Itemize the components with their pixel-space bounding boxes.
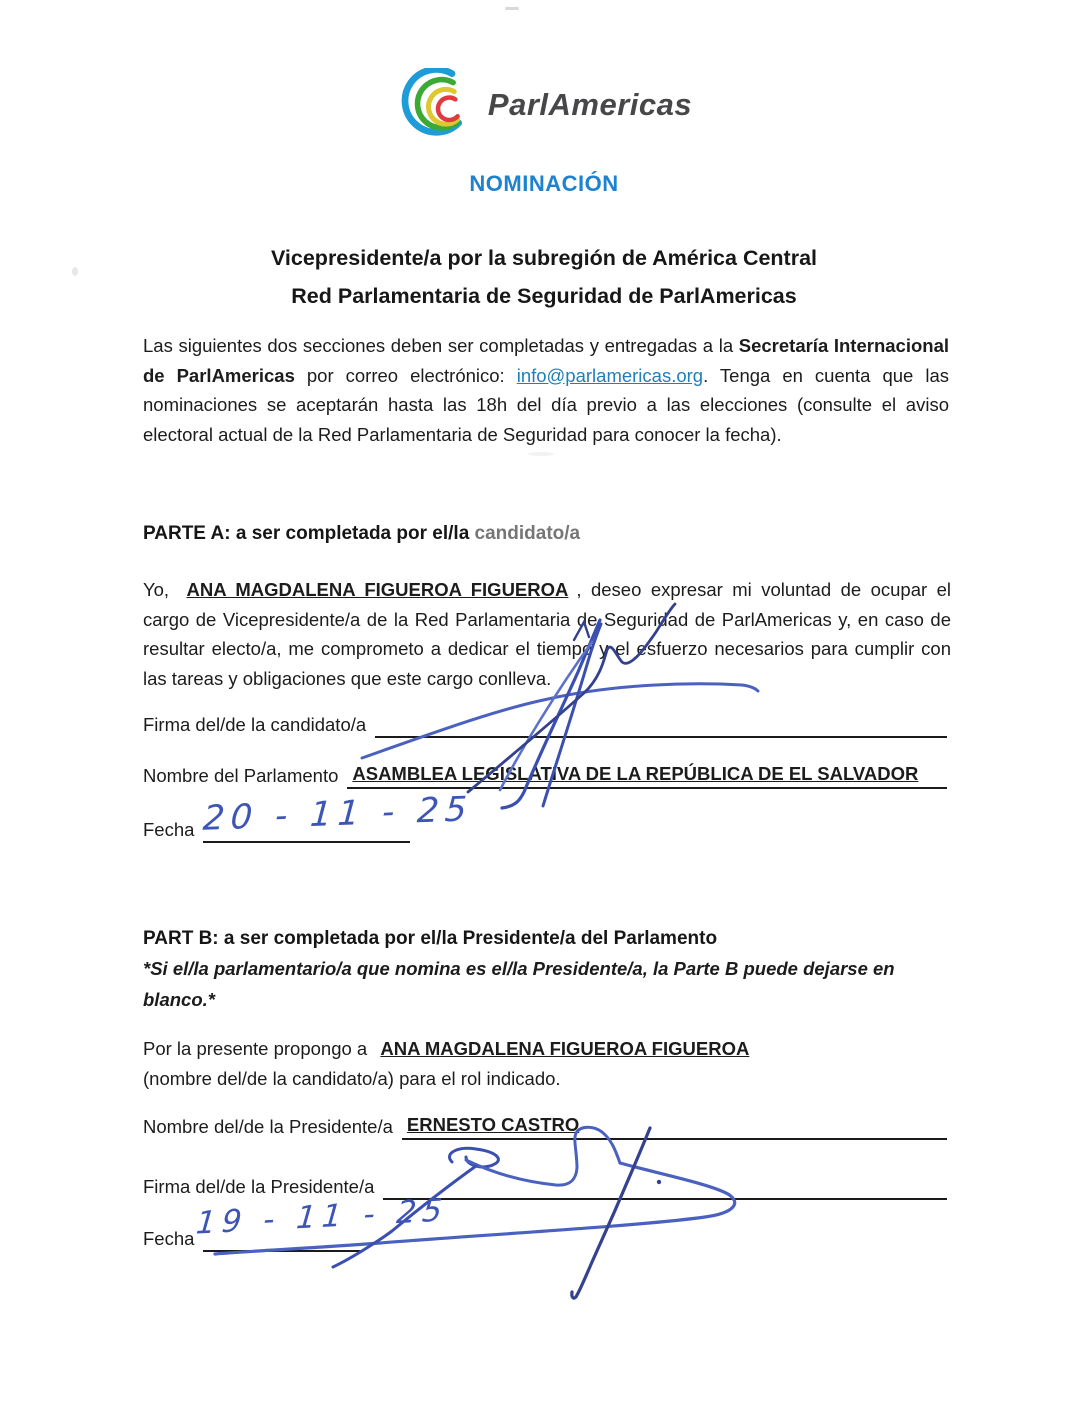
president-signature-label: Firma del/de la Presidente/a	[143, 1176, 375, 1197]
nominee-name: ANA MAGDALENA FIGUEROA FIGUEROA	[380, 1038, 750, 1059]
part-a-heading	[143, 523, 580, 545]
president-name-value: ERNESTO CASTRO	[406, 1114, 580, 1135]
part-b-date-handwritten: 19 - 11 - 25	[194, 1192, 450, 1242]
email-link[interactable]: info@parlamericas.org	[516, 364, 704, 386]
candidate-name: ANA MAGDALENA FIGUEROA FIGUEROA	[186, 579, 569, 600]
propose-line	[143, 1038, 757, 1060]
intro-text-2: por correo electrónico:	[294, 364, 517, 386]
title-line-1: Vicepresidente/a por la subregión de América Central	[270, 246, 818, 270]
president-name-label: Nombre del/de la Presidente/a	[143, 1116, 393, 1137]
nomination-heading: NOMINACIÓN	[469, 171, 619, 196]
intro-text-1: Las siguientes dos secciones deben ser completadas y entregadas a la	[143, 335, 739, 356]
candidate-statement	[143, 575, 951, 693]
president-name-line	[402, 1110, 947, 1140]
part-a-heading-main: PARTE A: a ser completada por el/la	[143, 523, 475, 544]
document-title	[0, 239, 1088, 315]
part-a-heading-candidate: candidato/a	[474, 523, 581, 544]
scan-artifact	[505, 7, 519, 10]
intro-text-3: . Tenga en cuenta que las nominaciones se aceptarán hasta las 18h del día previo a las elecciones (consulte el aviso electoral actual de la Red Parlamentaria de Seguridad para conocer la fecha).	[143, 364, 949, 445]
part-b-heading: PART B: a ser completada por el/la Presidente/a del Parlamento	[143, 928, 718, 949]
parlamericas-logo	[396, 68, 692, 142]
scan-artifact	[528, 452, 554, 456]
part-a-date-handwritten: 20 - 11 - 25	[201, 789, 474, 839]
part-b-date-label: Fecha	[143, 1228, 195, 1249]
intro-paragraph	[143, 331, 949, 449]
intro-secretariat-bold: Secretaría Internacional de ParlAmericas	[143, 335, 950, 386]
propose-prefix: Por la presente propongo a	[143, 1038, 373, 1059]
parliament-line	[347, 759, 947, 789]
parlamericas-logo-icon	[396, 68, 488, 142]
president-name-row	[143, 1110, 947, 1140]
parliament-row	[143, 759, 947, 789]
parliament-label: Nombre del Parlamento	[143, 765, 339, 786]
president-signature-line	[383, 1170, 947, 1200]
president-signature-row	[143, 1170, 947, 1200]
statement-suffix: , deseo expresar mi voluntad de ocupar el cargo de Vicepresidente/a de la Red Parlamentaria de Seguridad de ParlAmericas y, en caso de resultar electo/a, me comprometo a dedicar el tiempo y el esfuerzo necesarios para cumplir con las tareas y obligaciones que este cargo conlleva.	[143, 579, 951, 689]
parliament-value: ASAMBLEA LEGISLATIVA DE LA REPÚBLICA DE EL SALVADOR	[352, 763, 919, 784]
statement-prefix: Yo,	[143, 579, 179, 600]
candidate-signature-label: Firma del/de la candidato/a	[143, 714, 367, 735]
propose-suffix-line: (nombre del/de la candidato/a) para el rol indicado.	[143, 1068, 561, 1089]
part-b-note: *Si el/la parlamentario/a que nomina es el/la Presidente/a, la Parte B puede dejarse en blanco.*	[143, 958, 895, 1010]
parlamericas-logo-text: ParlAmericas	[487, 87, 693, 122]
candidate-signature-line	[375, 708, 947, 738]
title-line-2: Red Parlamentaria de Seguridad de ParlAmericas	[291, 284, 797, 308]
part-a-date-label: Fecha	[143, 819, 195, 840]
candidate-signature-row	[143, 708, 947, 738]
